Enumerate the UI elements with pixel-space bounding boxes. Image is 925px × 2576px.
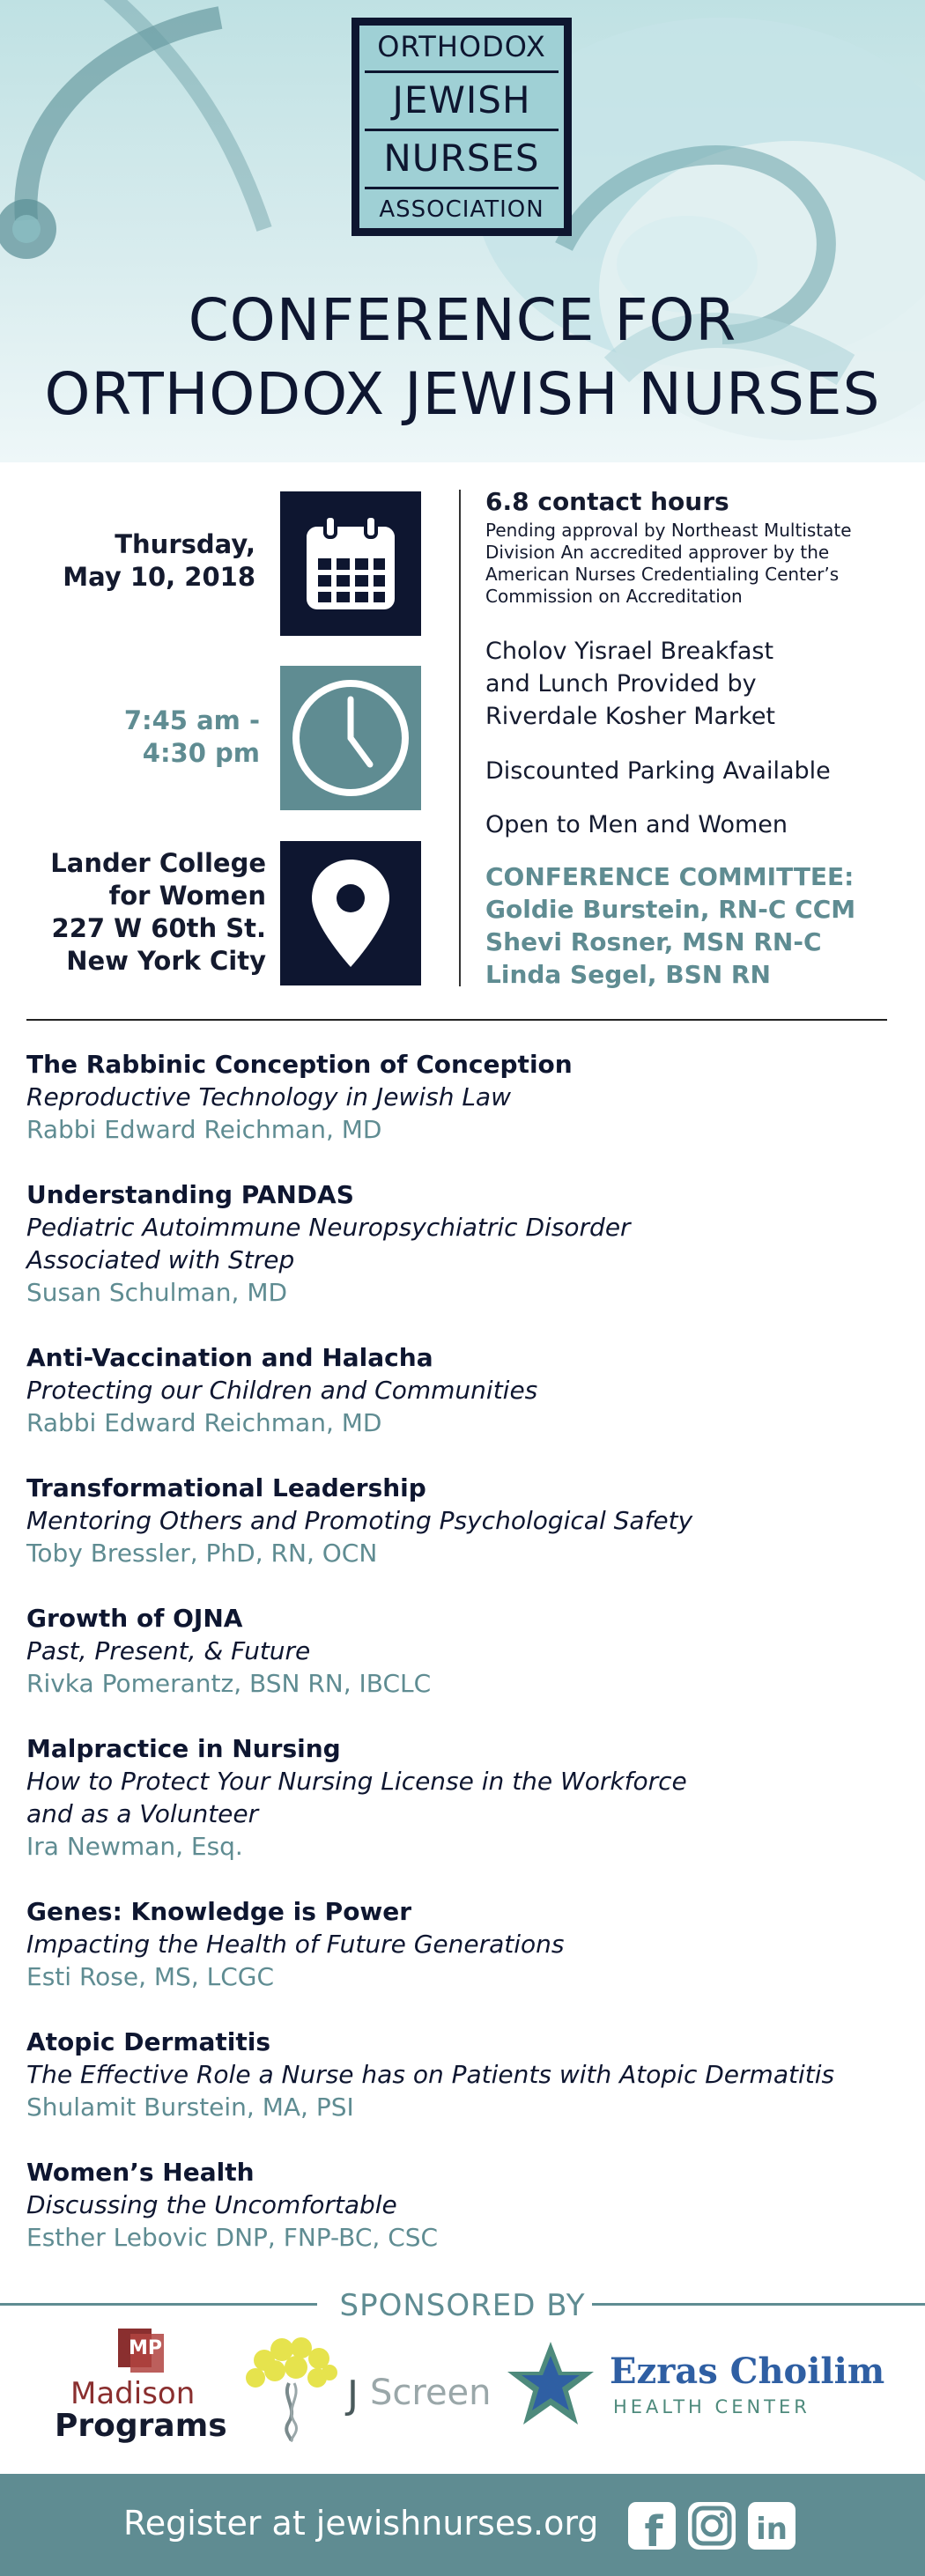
session-subtitle: Reproductive Technology in Jewish Law	[26, 1082, 511, 1111]
location-line-4: New York City	[66, 946, 266, 976]
session-title: Genes: Knowledge is Power	[26, 1897, 412, 1926]
session-item	[26, 1341, 899, 1439]
food-line-3: Riverdale Kosher Market	[485, 703, 776, 730]
session-subtitle: Discussing the Uncomfortable	[26, 2190, 397, 2219]
accreditation-line-2: Division An accredited approver by the	[485, 542, 830, 563]
facebook-icon[interactable]	[626, 2500, 677, 2551]
accreditation-note	[485, 520, 908, 608]
session-subtitle: Pediatric Autoimmune Neuropsychiatric Disorder	[26, 1213, 631, 1242]
facebook-glyph: f	[644, 2507, 663, 2551]
session-subtitle: Associated with Strep	[26, 1245, 295, 1274]
session-title: Growth of OJNA	[26, 1604, 243, 1633]
madison-programs: Programs	[55, 2408, 227, 2444]
session-subtitle: Mentoring Others and Promoting Psychological Safety	[26, 1506, 693, 1535]
parking-note: Discounted Parking Available	[485, 757, 831, 785]
event-time	[35, 705, 260, 770]
logo-line-nurses: NURSES	[383, 137, 540, 180]
logo-line-orthodox: ORTHODOX	[377, 30, 546, 63]
session-item	[26, 2156, 899, 2254]
date-weekday: Thursday,	[115, 529, 255, 559]
logo-divider	[365, 70, 559, 73]
event-location	[35, 847, 266, 978]
logo-line-jewish: JEWISH	[392, 78, 531, 122]
madison-programs-logo	[53, 2325, 229, 2444]
session-speaker: Susan Schulman, MD	[26, 1278, 288, 1307]
session-subtitle: Impacting the Health of Future Generations	[26, 1930, 565, 1959]
jscreen-j: J	[347, 2373, 359, 2417]
committee-member: Shevi Rosner, MSN RN-C	[485, 927, 822, 956]
session-item	[26, 1178, 899, 1309]
vertical-divider	[459, 490, 461, 986]
session-item	[26, 1732, 899, 1863]
committee-member: Goldie Burstein, RN-C CCM	[485, 895, 856, 924]
sponsors-heading: SPONSORED BY	[0, 2288, 925, 2323]
hero-banner	[0, 0, 925, 462]
logo-divider	[365, 129, 559, 131]
session-list	[26, 1048, 899, 2286]
sponsors-heading-bar	[0, 2286, 925, 2327]
date-day: May 10, 2018	[63, 562, 255, 592]
session-title: Understanding PANDAS	[26, 1180, 354, 1209]
session-speaker: Shulamit Burstein, MA, PSI	[26, 2093, 354, 2122]
session-subtitle: Past, Present, & Future	[26, 1636, 311, 1665]
jscreen-logo	[238, 2334, 492, 2444]
location-line-1: Lander College	[50, 848, 266, 878]
accreditation-line-1: Pending approval by Northeast Multistate	[485, 520, 852, 541]
accreditation-line-3: American Nurses Credentialing Center’s	[485, 564, 840, 585]
section-divider	[26, 1019, 887, 1021]
title-line-1: CONFERENCE FOR	[188, 286, 737, 354]
committee-list	[485, 860, 908, 991]
ezras-choilim-logo	[502, 2338, 890, 2435]
ezras-name: Ezras Choilim	[610, 2351, 885, 2392]
food-line-2: and Lunch Provided by	[485, 670, 757, 698]
committee-member: Linda Segel, BSN RN	[485, 960, 771, 989]
session-speaker: Rabbi Edward Reichman, MD	[26, 1115, 382, 1144]
session-title: Malpractice in Nursing	[26, 1734, 341, 1763]
page-title	[0, 284, 925, 432]
session-speaker: Ira Newman, Esq.	[26, 1832, 243, 1861]
time-start: 7:45 am -	[123, 705, 260, 735]
footer-bar	[0, 2474, 925, 2576]
session-title: Atopic Dermatitis	[26, 2027, 271, 2056]
logo-line-association: ASSOCIATION	[379, 196, 544, 223]
location-line-2: for Women	[108, 881, 266, 911]
ezras-star-mark	[502, 2338, 599, 2430]
session-title: Transformational Leadership	[26, 1473, 426, 1502]
jscreen-tree-mark	[238, 2334, 344, 2443]
session-item	[26, 1472, 899, 1569]
open-note: Open to Men and Women	[485, 811, 788, 838]
session-speaker: Esti Rose, MS, LCGC	[26, 1962, 275, 1991]
session-title: Women’s Health	[26, 2158, 255, 2187]
session-subtitle: Protecting our Children and Communities	[26, 1376, 538, 1405]
ezras-subtitle: HEALTH CENTER	[613, 2396, 810, 2417]
location-line-3: 227 W 60th St.	[51, 913, 266, 943]
linkedin-icon[interactable]	[746, 2500, 797, 2551]
calendar-icon	[302, 514, 399, 613]
session-title: Anti-Vaccination and Halacha	[26, 1343, 433, 1372]
ojna-logo	[352, 18, 572, 236]
session-subtitle: How to Protect Your Nursing License in the Workforce	[26, 1767, 687, 1796]
event-date	[35, 528, 255, 594]
madison-name: Madison	[70, 2376, 196, 2411]
session-item	[26, 1602, 899, 1700]
logo-panel	[359, 26, 564, 228]
session-subtitle: The Effective Role a Nurse has on Patients with Atopic Dermatitis	[26, 2060, 835, 2089]
food-note	[485, 635, 908, 733]
clock-icon	[289, 676, 412, 800]
calendar-icon-box	[280, 491, 421, 636]
madison-mark-text: MP	[129, 2337, 163, 2359]
register-link[interactable]: Register at jewishnurses.org	[123, 2504, 599, 2543]
session-subtitle: and as a Volunteer	[26, 1799, 259, 1828]
session-speaker: Esther Lebovic DNP, FNP-BC, CSC	[26, 2223, 439, 2252]
instagram-icon[interactable]	[686, 2500, 737, 2551]
title-line-2: ORTHODOX JEWISH NURSES	[44, 360, 881, 428]
session-speaker: Rivka Pomerantz, BSN RN, IBCLC	[26, 1669, 432, 1698]
session-title: The Rabbinic Conception of Conception	[26, 1050, 573, 1079]
committee-heading: CONFERENCE COMMITTEE:	[485, 862, 855, 891]
time-end: 4:30 pm	[142, 738, 260, 768]
session-item	[26, 1895, 899, 1993]
contact-hours: 6.8 contact hours	[485, 487, 729, 516]
jscreen-text: Screen	[370, 2373, 492, 2413]
location-icon-box	[280, 841, 421, 985]
linkedin-glyph: in	[756, 2512, 788, 2547]
session-speaker: Rabbi Edward Reichman, MD	[26, 1408, 382, 1437]
session-speaker: Toby Bressler, PhD, RN, OCN	[26, 1539, 378, 1568]
location-pin-icon	[308, 856, 393, 971]
clock-icon-box	[280, 666, 421, 810]
session-item	[26, 2026, 899, 2123]
food-line-1: Cholov Yisrael Breakfast	[485, 638, 774, 665]
logo-divider	[365, 187, 559, 189]
session-item	[26, 1048, 899, 1146]
accreditation-line-4: Commission on Accreditation	[485, 586, 743, 607]
